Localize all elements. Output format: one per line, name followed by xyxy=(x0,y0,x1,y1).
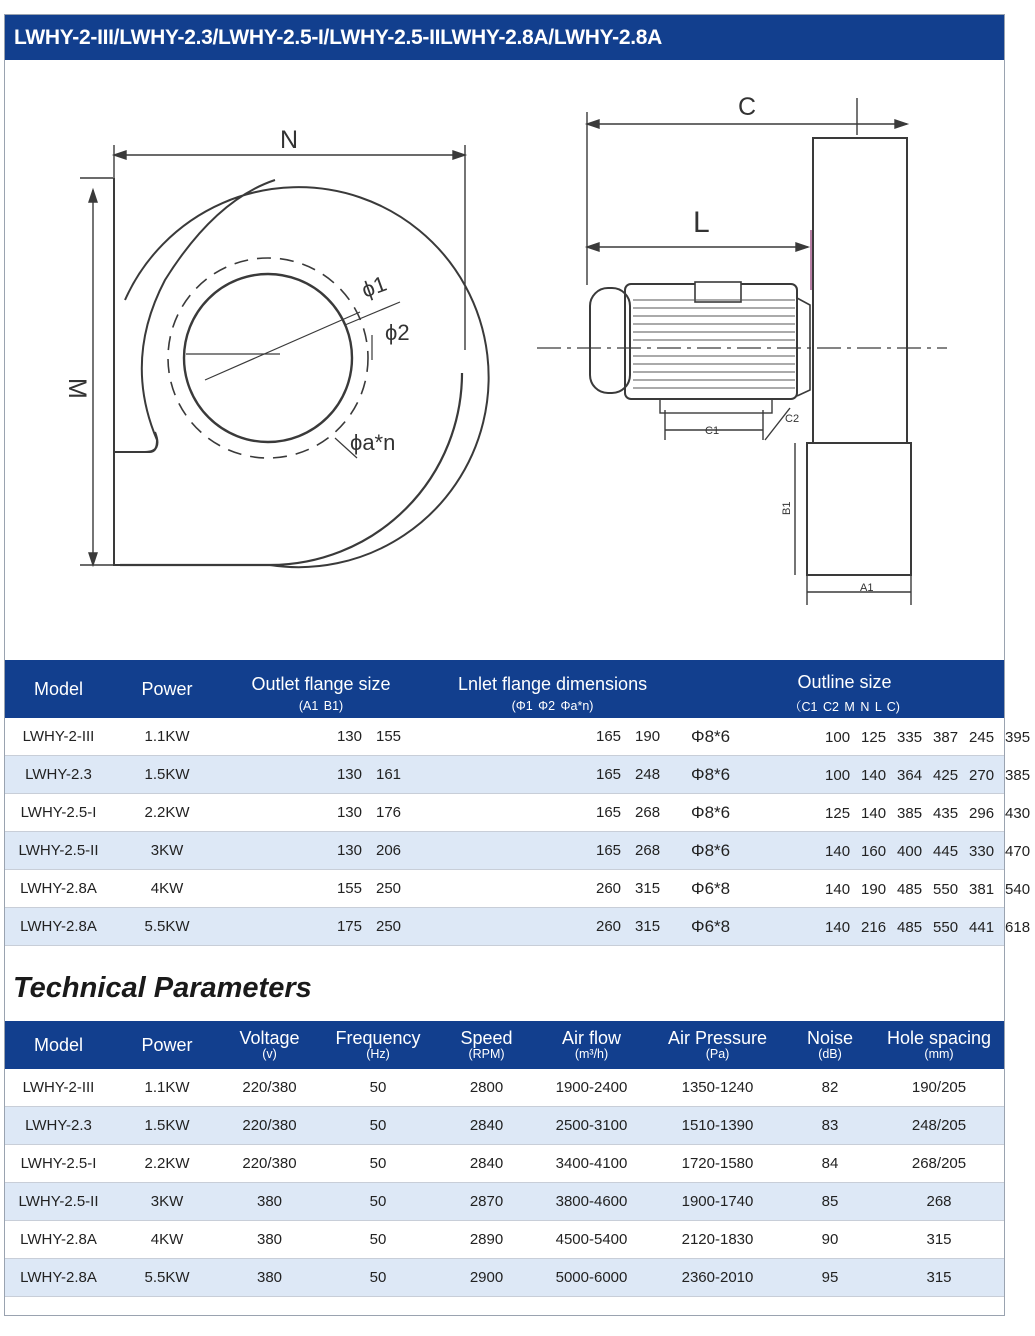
side-view-labels xyxy=(693,93,873,594)
housing-outline xyxy=(114,178,489,567)
cell-m: 364 xyxy=(897,766,923,784)
header-model: Model xyxy=(33,678,84,699)
cell-l: 441 xyxy=(969,918,995,936)
tech-header-cell xyxy=(112,1021,222,1069)
cell-c2: 190 xyxy=(861,880,887,898)
tech-cell: 2360-2010 xyxy=(649,1259,786,1297)
tech-header-unit: (Pa) xyxy=(705,1047,730,1061)
tech-row xyxy=(5,1183,1004,1221)
cell-m: 485 xyxy=(897,880,923,898)
cell-phi1: 165 xyxy=(420,794,635,832)
header-outline-sub: （C1 C2 M N L C) xyxy=(789,699,900,714)
cell-b1: 161 xyxy=(376,756,420,794)
tech-cell: 3800-4600 xyxy=(534,1183,649,1221)
cell-b1: 250 xyxy=(376,870,420,908)
cell-c1: 140 xyxy=(825,880,851,898)
motor-base xyxy=(660,399,772,413)
cell-b1: 206 xyxy=(376,832,420,870)
label-c: C xyxy=(738,93,757,121)
cell-l: 296 xyxy=(969,804,995,822)
cell-c: 470 xyxy=(1005,842,1031,860)
cell-outline-group xyxy=(685,756,1031,794)
side-view xyxy=(537,98,947,605)
tech-header-label: Voltage xyxy=(239,1028,300,1048)
cell-power: 1.1KW xyxy=(112,718,222,756)
cell-a1: 130 xyxy=(222,794,376,832)
cell-m: 385 xyxy=(897,804,923,822)
cell-n: 550 xyxy=(933,918,959,936)
cell-phi1: 260 xyxy=(420,870,635,908)
cell-phi-an: Φ8*6 xyxy=(691,726,731,746)
cell-phi1: 165 xyxy=(420,832,635,870)
cell-model: LWHY-2.3 xyxy=(5,756,112,794)
tech-header-cell xyxy=(874,1021,1004,1069)
page-title: LWHY-2-III/LWHY-2.3/LWHY-2.5-I/LWHY-2.5-IILWHY-2.8A/LWHY-2.8A xyxy=(5,15,1004,60)
tech-cell: 1510-1390 xyxy=(649,1107,786,1145)
dimensions-row xyxy=(5,794,1004,832)
cell-c2: 140 xyxy=(861,804,887,822)
header-outlet-label: Outlet flange size xyxy=(251,673,391,694)
impeller-housing xyxy=(813,138,907,443)
tech-cell: 84 xyxy=(786,1145,874,1183)
cell-l: 245 xyxy=(969,728,995,746)
cell-l: 270 xyxy=(969,766,995,784)
dimensions-row xyxy=(5,832,1004,870)
cell-c2: 140 xyxy=(861,766,887,784)
cell-l: 381 xyxy=(969,880,995,898)
tech-header-cell xyxy=(439,1021,534,1069)
header-outline-label: Outline size xyxy=(797,671,892,692)
phi1-leader xyxy=(205,312,360,380)
tech-cell: 1350-1240 xyxy=(649,1069,786,1107)
tech-cell: 380 xyxy=(222,1221,317,1259)
tech-cell: 220/380 xyxy=(222,1069,317,1107)
tech-cell: LWHY-2.8A xyxy=(5,1259,112,1297)
cell-m: 400 xyxy=(897,842,923,860)
cell-phi2: 248 xyxy=(635,756,685,794)
cell-power: 4KW xyxy=(112,870,222,908)
tech-cell: 315 xyxy=(874,1221,1004,1259)
tech-header-unit: (mm) xyxy=(924,1047,954,1061)
tech-cell: 4500-5400 xyxy=(534,1221,649,1259)
tech-header-label: Noise xyxy=(806,1028,854,1048)
dimensions-row xyxy=(5,718,1004,756)
cell-phi2: 268 xyxy=(635,832,685,870)
cell-phi2: 315 xyxy=(635,870,685,908)
tech-cell: 1900-1740 xyxy=(649,1183,786,1221)
tech-cell: 1.5KW xyxy=(112,1107,222,1145)
motor-flange xyxy=(797,298,810,396)
tech-cell: 2500-3100 xyxy=(534,1107,649,1145)
tech-header-unit: (dB) xyxy=(818,1047,842,1061)
label-phi1: ϕ1 xyxy=(358,270,390,303)
tech-cell: 83 xyxy=(786,1107,874,1145)
cell-c: 540 xyxy=(1005,880,1031,898)
cell-a1: 155 xyxy=(222,870,376,908)
tech-cell: 248/205 xyxy=(874,1107,1004,1145)
tech-header-label: Speed xyxy=(460,1028,513,1048)
cell-c2: 216 xyxy=(861,918,887,936)
tech-header-unit: (m³/h) xyxy=(574,1047,609,1061)
cell-n: 425 xyxy=(933,766,959,784)
tech-header-label: Air flow xyxy=(561,1028,621,1048)
tech-cell: 220/380 xyxy=(222,1145,317,1183)
tech-cell: 1.1KW xyxy=(112,1069,222,1107)
cell-c: 430 xyxy=(1005,804,1031,822)
tech-cell: 2120-1830 xyxy=(649,1221,786,1259)
cell-phi1: 165 xyxy=(420,718,635,756)
dimensions-table-header xyxy=(5,660,1004,718)
header-inlet-label: Lnlet flange dimensions xyxy=(457,673,648,694)
tech-cell: 50 xyxy=(317,1069,439,1107)
cell-c1: 100 xyxy=(825,728,851,746)
cell-phi1: 260 xyxy=(420,908,635,946)
tech-cell: 50 xyxy=(317,1107,439,1145)
tech-cell: 50 xyxy=(317,1259,439,1297)
label-a1: A1 xyxy=(860,582,874,594)
cell-c1: 140 xyxy=(825,842,851,860)
cell-c1: 125 xyxy=(825,804,851,822)
cell-l: 330 xyxy=(969,842,995,860)
technical-parameters-table xyxy=(5,1021,1004,1297)
fan-technical-drawing xyxy=(5,60,1004,660)
tech-cell: 3KW xyxy=(112,1183,222,1221)
cell-b1: 250 xyxy=(376,908,420,946)
terminal-box xyxy=(695,282,741,302)
header-outlet xyxy=(222,660,420,718)
tech-cell: 315 xyxy=(874,1259,1004,1297)
cell-a1: 130 xyxy=(222,718,376,756)
cell-c: 395 xyxy=(1005,728,1031,746)
tech-cell: 2.2KW xyxy=(112,1145,222,1183)
tech-header-label: Power xyxy=(141,1035,193,1055)
tech-header-label: Hole spacing xyxy=(886,1028,992,1048)
cell-model: LWHY-2.8A xyxy=(5,870,112,908)
label-c1: C1 xyxy=(705,425,720,437)
dimensions-table xyxy=(5,660,1031,946)
cell-c1: 140 xyxy=(825,918,851,936)
technical-parameters-title: Technical Parameters xyxy=(13,972,312,1004)
tech-row xyxy=(5,1107,1004,1145)
inlet-circle-phi1 xyxy=(184,274,352,442)
cell-outline-group xyxy=(685,832,1031,870)
tech-cell: 2840 xyxy=(439,1145,534,1183)
tech-header-cell xyxy=(222,1021,317,1069)
dimensions-row xyxy=(5,908,1004,946)
cell-c: 385 xyxy=(1005,766,1031,784)
tech-cell: 5.5KW xyxy=(112,1259,222,1297)
cell-b1: 155 xyxy=(376,718,420,756)
cell-c2: 160 xyxy=(861,842,887,860)
cell-c: 618 xyxy=(1005,918,1031,936)
dimensions-row xyxy=(5,756,1004,794)
tech-header-label: Air Pressure xyxy=(667,1028,768,1048)
cell-model: LWHY-2.8A xyxy=(5,908,112,946)
inlet-bolt-circle-phi2 xyxy=(168,258,368,458)
tech-cell: 50 xyxy=(317,1221,439,1259)
cell-outline-group xyxy=(685,718,1031,756)
cell-n: 387 xyxy=(933,728,959,746)
cell-b1: 176 xyxy=(376,794,420,832)
cell-phi-an: Φ8*6 xyxy=(691,764,731,784)
cell-n: 550 xyxy=(933,880,959,898)
tech-header-cell xyxy=(649,1021,786,1069)
tech-cell: 50 xyxy=(317,1145,439,1183)
tech-header-cell xyxy=(317,1021,439,1069)
header-outlet-sub: (A1 B1) xyxy=(298,698,344,713)
tech-cell: 2870 xyxy=(439,1183,534,1221)
tech-cell: 4KW xyxy=(112,1221,222,1259)
cell-phi-an: Φ8*6 xyxy=(691,802,731,822)
tech-row xyxy=(5,1069,1004,1107)
tech-cell: 190/205 xyxy=(874,1069,1004,1107)
tech-header-unit: (Hz) xyxy=(366,1047,390,1061)
tech-header-cell xyxy=(534,1021,649,1069)
dimensions-row xyxy=(5,870,1004,908)
tech-cell: 3400-4100 xyxy=(534,1145,649,1183)
tech-cell: 268/205 xyxy=(874,1145,1004,1183)
tech-header-unit: (v) xyxy=(262,1047,277,1061)
header-outline xyxy=(685,660,1004,718)
cell-model: LWHY-2-III xyxy=(5,718,112,756)
cell-phi2: 190 xyxy=(635,718,685,756)
cell-phi2: 315 xyxy=(635,908,685,946)
tech-header-unit: (RPM) xyxy=(468,1047,505,1061)
tech-header-label: Model xyxy=(33,1035,84,1055)
tech-cell: 1900-2400 xyxy=(534,1069,649,1107)
tech-cell: LWHY-2.5-I xyxy=(5,1145,112,1183)
housing-volute-edge xyxy=(120,373,462,565)
cell-model: LWHY-2.5-II xyxy=(5,832,112,870)
cell-power: 1.5KW xyxy=(112,756,222,794)
tech-row xyxy=(5,1221,1004,1259)
label-l: L xyxy=(693,206,710,239)
header-inlet-sub: (Φ1 Φ2 Φa*n) xyxy=(511,698,594,713)
cell-power: 2.2KW xyxy=(112,794,222,832)
cell-phi2: 268 xyxy=(635,794,685,832)
tech-cell: 2890 xyxy=(439,1221,534,1259)
cell-c1: 100 xyxy=(825,766,851,784)
tech-cell: 220/380 xyxy=(222,1107,317,1145)
tech-cell: 380 xyxy=(222,1259,317,1297)
cell-power: 3KW xyxy=(112,832,222,870)
cell-phi-an: Φ6*8 xyxy=(691,916,731,936)
header-power: Power xyxy=(141,678,193,699)
tech-cell: 82 xyxy=(786,1069,874,1107)
cell-m: 335 xyxy=(897,728,923,746)
tech-cell: 90 xyxy=(786,1221,874,1259)
tech-cell: 50 xyxy=(317,1183,439,1221)
label-c2: C2 xyxy=(785,413,800,425)
label-m: M xyxy=(63,378,91,399)
tech-cell: 268 xyxy=(874,1183,1004,1221)
tech-cell: 5000-6000 xyxy=(534,1259,649,1297)
cell-outline-group xyxy=(685,870,1031,908)
cell-outline-group xyxy=(685,908,1031,946)
tech-row xyxy=(5,1259,1004,1297)
motor-cooling-fins xyxy=(633,300,795,388)
tech-header-cell xyxy=(786,1021,874,1069)
dimensions-table-body xyxy=(5,718,1031,946)
cell-n: 435 xyxy=(933,804,959,822)
tech-cell: LWHY-2-III xyxy=(5,1069,112,1107)
label-n: N xyxy=(280,126,299,154)
cell-outline-group xyxy=(685,794,1031,832)
tech-cell: 2840 xyxy=(439,1107,534,1145)
cell-a1: 175 xyxy=(222,908,376,946)
label-phi2: ϕ2 xyxy=(385,320,410,345)
label-phian: ϕa*n xyxy=(350,430,396,455)
cell-phi1: 165 xyxy=(420,756,635,794)
cell-n: 445 xyxy=(933,842,959,860)
outlet-duct xyxy=(807,443,911,575)
header-inlet xyxy=(420,660,685,718)
tech-header-cell xyxy=(5,1021,112,1069)
tech-cell: 2900 xyxy=(439,1259,534,1297)
tech-cell: 85 xyxy=(786,1183,874,1221)
tech-cell: 380 xyxy=(222,1183,317,1221)
tech-cell: 1720-1580 xyxy=(649,1145,786,1183)
cell-model: LWHY-2.5-I xyxy=(5,794,112,832)
tech-cell: LWHY-2.5-II xyxy=(5,1183,112,1221)
cell-power: 5.5KW xyxy=(112,908,222,946)
cell-phi-an: Φ8*6 xyxy=(691,840,731,860)
tech-row xyxy=(5,1145,1004,1183)
tech-header-label: Frequency xyxy=(335,1028,421,1048)
cell-c2: 125 xyxy=(861,728,887,746)
technical-table-body xyxy=(5,1069,1004,1297)
cell-a1: 130 xyxy=(222,832,376,870)
cell-a1: 130 xyxy=(222,756,376,794)
tech-cell: LWHY-2.3 xyxy=(5,1107,112,1145)
cell-phi-an: Φ6*8 xyxy=(691,878,731,898)
cell-m: 485 xyxy=(897,918,923,936)
tech-cell: 2800 xyxy=(439,1069,534,1107)
outlet-notch xyxy=(114,432,157,452)
tech-cell: LWHY-2.8A xyxy=(5,1221,112,1259)
technical-table-header xyxy=(5,1021,1004,1069)
tech-cell: 95 xyxy=(786,1259,874,1297)
front-view xyxy=(80,145,489,567)
label-b1: B1 xyxy=(781,501,793,515)
